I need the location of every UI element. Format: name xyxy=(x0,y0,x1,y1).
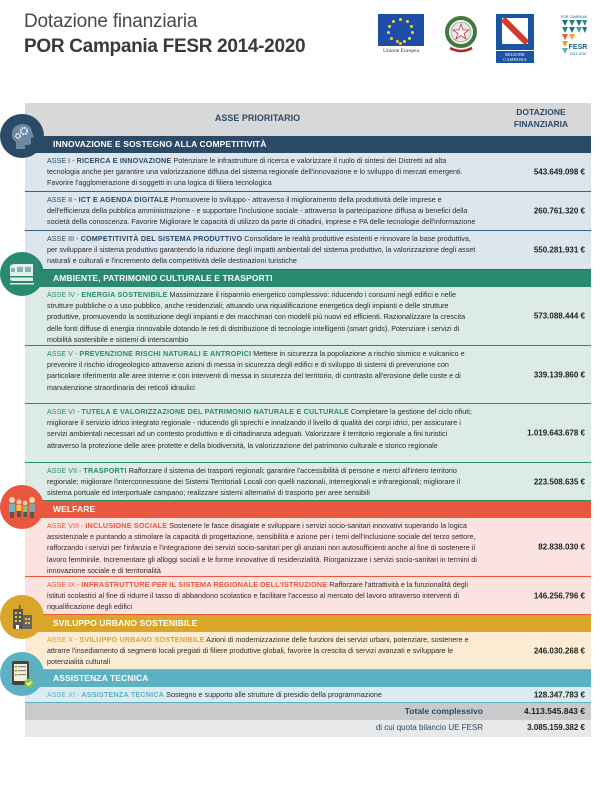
section-ambiente xyxy=(25,270,600,501)
section-title: ASSISTENZA TECNICA xyxy=(25,670,591,687)
tablet-checklist-icon xyxy=(0,652,44,696)
amount: 550.281.931 € xyxy=(533,245,585,255)
total-value: 4.113.545.843 € xyxy=(524,706,585,716)
buildings-icon xyxy=(0,595,44,639)
column-header-dotazione: DOTAZIONE FINANZIARIA xyxy=(513,107,569,129)
table-row: ASSE XI - ASSISTENZA TECNICA Sostegno e supporto alle strutture di presidio della programmazione 128.347.783 € xyxy=(25,687,591,703)
table-row: ASSE IX - INFRASTRUTTURE PER IL SISTEMA REGIONALE DELL'ISTRUZIONE Rafforzare l'attrattività e la funzionalità degli istituti scolastici al fine di ridurre il tasso di abbandono scolastico e facilitare l'accesso al mercato del lavoro attraverso interventi di riqualificazione degli edifici 146.256.796 € xyxy=(25,577,591,615)
allocation-table xyxy=(25,103,600,737)
section-sviluppo-urbano xyxy=(25,615,600,670)
table-row: ASSE V - PREVENZIONE RISCHI NATURALI E ANTROPICI Mettere in sicurezza la popolazione a rischio sismico e vulcanico e prevenire il rischio idrogeologico attraverso azioni di messa in sicurezza degli edifici e di sviluppo di sistemi di prevenzione con particolare riferimento alle aree interne e con interventi di messa in sicurezza del territorio, di contrasto all'erosione delle coste e di manutenzione straordinaria dei reticoli idraulici 339.139.860 € xyxy=(25,346,591,404)
page-header xyxy=(0,0,600,70)
train-icon xyxy=(0,252,44,296)
table-row: ASSE II - ICT E AGENDA DIGITALE Promuovere lo sviluppo - attraverso il miglioramento della produttività delle imprese e dell'efficienza della pubblica amministrazione - e supportare l'inclusione sociale - attraverso la partecipazione diffusa ai benefici della società della conoscenza. Favorire Migliorare le capacità di utilizzo da parte di cittadini, imprese e PA delle tecnologie dell'informazione 260.761.320 € xyxy=(25,192,591,231)
amount: 573.088.444 € xyxy=(533,311,585,321)
table-row: ASSE VIII - INCLUSIONE SOCIALE Sostenere le fasce disagiate e sviluppare i servizi socio-sanitari innovativi superando la logica assistenziale e puntando a stimolare la capacità di progettazione, sensibilità e azione per i temi dell'inclusione sociale del terzo settore, rafforzando i servizi per l'infanzia e l'integrazione dei servizi socio-sanitari per gli anziani non autosufficienti anche al fine di sostenere il lavoro femminile. Incrementare gli alloggi sociali e le forme innovative di residenzialità. Riorganizzare i servizi socio-sanitari in termini di innovazione sociale e di territorialità 82.838.030 € xyxy=(25,518,591,577)
amount: 1.019.643.678 € xyxy=(527,428,585,438)
total-label: Totale complessivo xyxy=(404,706,483,716)
table-row: ASSE X - SVILUPPO URBANO SOSTENIBILE Azioni di modernizzazione delle funzioni dei servizi urbani, potenziare, sostenere e attrarre l'insediamento di segmenti locali pregiati di filiere produttive globali, favorire la crescita di servizi avanzati e sviluppare le potenzialità culturali 246.030.268 € xyxy=(25,632,591,670)
por-campania-fesr-logo xyxy=(560,14,588,58)
table-row: ASSE I - RICERCA E INNOVAZIONE Potenziare le infrastrutture di ricerca e valorizzare il ruolo di sintesi dei Distretti ad alta tecnologia anche per garantire una valorizzazione diffusa del sistema regionale dell'innovazione e lo sviluppo di mercati emergenti. Favorire l'agglomerazione di soggetti in una logica di filiera tecnologica 543.649.098 € xyxy=(25,153,591,192)
svg-text:POR CAMPANIA: POR CAMPANIA xyxy=(560,15,588,19)
section-title: INNOVAZIONE E SOSTEGNO ALLA COMPETITIVITÀ xyxy=(25,136,591,153)
svg-text:FESR: FESR xyxy=(568,44,588,51)
amount: 543.649.098 € xyxy=(533,167,585,177)
quota-row xyxy=(25,720,591,737)
svg-text:2014-2020: 2014-2020 xyxy=(569,52,587,56)
quota-value: 3.085.159.382 € xyxy=(527,723,585,732)
table-row: ASSE VII - TRASPORTI Rafforzare il sistema dei trasporti regionali; garantire l'accessibilità di persone e merci all'intero territorio regionale; migliorare l'interconnessione dei Sistemi Territoriali Locali con quelli nazionali, interregionali e infraregionali; migliorare il sistema portuale ed interportuale campano; realizzare sistemi alternativi di trasporto per aree sensibili 223.508.635 € xyxy=(25,463,591,501)
section-assistenza-tecnica xyxy=(25,670,600,703)
amount: 223.508.635 € xyxy=(533,476,585,486)
head-gears-icon xyxy=(0,114,44,158)
amount: 246.030.268 € xyxy=(533,645,585,655)
page-subtitle: POR Campania FESR 2014-2020 xyxy=(24,36,306,57)
section-title: SVILUPPO URBANO SOSTENIBILE xyxy=(25,615,591,632)
section-title: AMBIENTE, PATRIMONIO CULTURALE E TRASPORTI xyxy=(25,270,591,287)
section-innovazione xyxy=(25,136,600,270)
amount: 339.139.860 € xyxy=(533,369,585,379)
page-title: Dotazione finanziaria xyxy=(24,11,198,32)
column-header-asse: ASSE PRIORITARIO xyxy=(214,113,301,123)
regione-campania-logo: REGIONE CAMPANIA xyxy=(496,14,534,63)
amount: 82.838.030 € xyxy=(538,542,585,552)
table-row: ASSE III - COMPETITIVITÀ DEL SISTEMA PRODUTTIVO Consolidare le realtà produttive esistenti e rinnovare la base produttiva, per sviluppare il sistema produttivo garantendo la riduzione degli impatti ambientali del sistema produttivo, la valorizzazione degli asset naturali e culturali e l'incremento della competitività delle destinazioni turistiche 550.281.931 € xyxy=(25,231,591,270)
eu-flag-logo: Unione Europea xyxy=(378,14,424,54)
amount: 260.761.320 € xyxy=(533,206,585,216)
amount: 128.347.783 € xyxy=(533,689,585,699)
section-welfare xyxy=(25,501,600,615)
table-header xyxy=(25,103,591,136)
table-row: ASSE VI - TUTELA E VALORIZZAZIONE DEL PATRIMONIO NATURALE E CULTURALE Completare la gestione del ciclo rifiuti; migliorare il servizio idrico integrato regionale - riducendo gli sprechi e innalzando il livello di qualità dei corpi idrici, per assicurare i servizi ambientali necessari ad un contesto produttivo e di cittadinanza adeguati. Valorizzare il territorio regionale a fini turistici attraverso la protezione delle aree protette e della biodiversità, la valorizzazione del patrimonio culturale e storico regionale 1.019.643.678 € xyxy=(25,404,591,463)
amount: 146.256.796 € xyxy=(533,590,585,600)
section-title: WELFARE xyxy=(25,501,591,518)
quota-label: di cui quota bilancio UE FESR xyxy=(375,723,483,732)
family-icon xyxy=(0,485,44,529)
italian-republic-emblem-logo xyxy=(444,14,478,56)
total-row xyxy=(25,703,591,720)
table-row: ASSE IV - ENERGIA SOSTENIBILE Massimizzare il risparmio energetico complessivo: riducendo i consumi negli edifici e nelle strutture pubbliche o a uso pubblico, anche residenziali; attuando una riqualificazione energetica degli impianti e delle strutture produttive, promuovendo la sostituzione degli impianti e dei macchinari con modelli più nuovi ed efficienti. Razionalizzare la crescita delle fonti diffuse di energia rinnovabile dotando le reti di distribuzione di tecnologie intelligenti (smart grids). Potenziare i servizi di mobilità sostenibile e sistemi di interscambio 573.088.444 € xyxy=(25,287,591,346)
